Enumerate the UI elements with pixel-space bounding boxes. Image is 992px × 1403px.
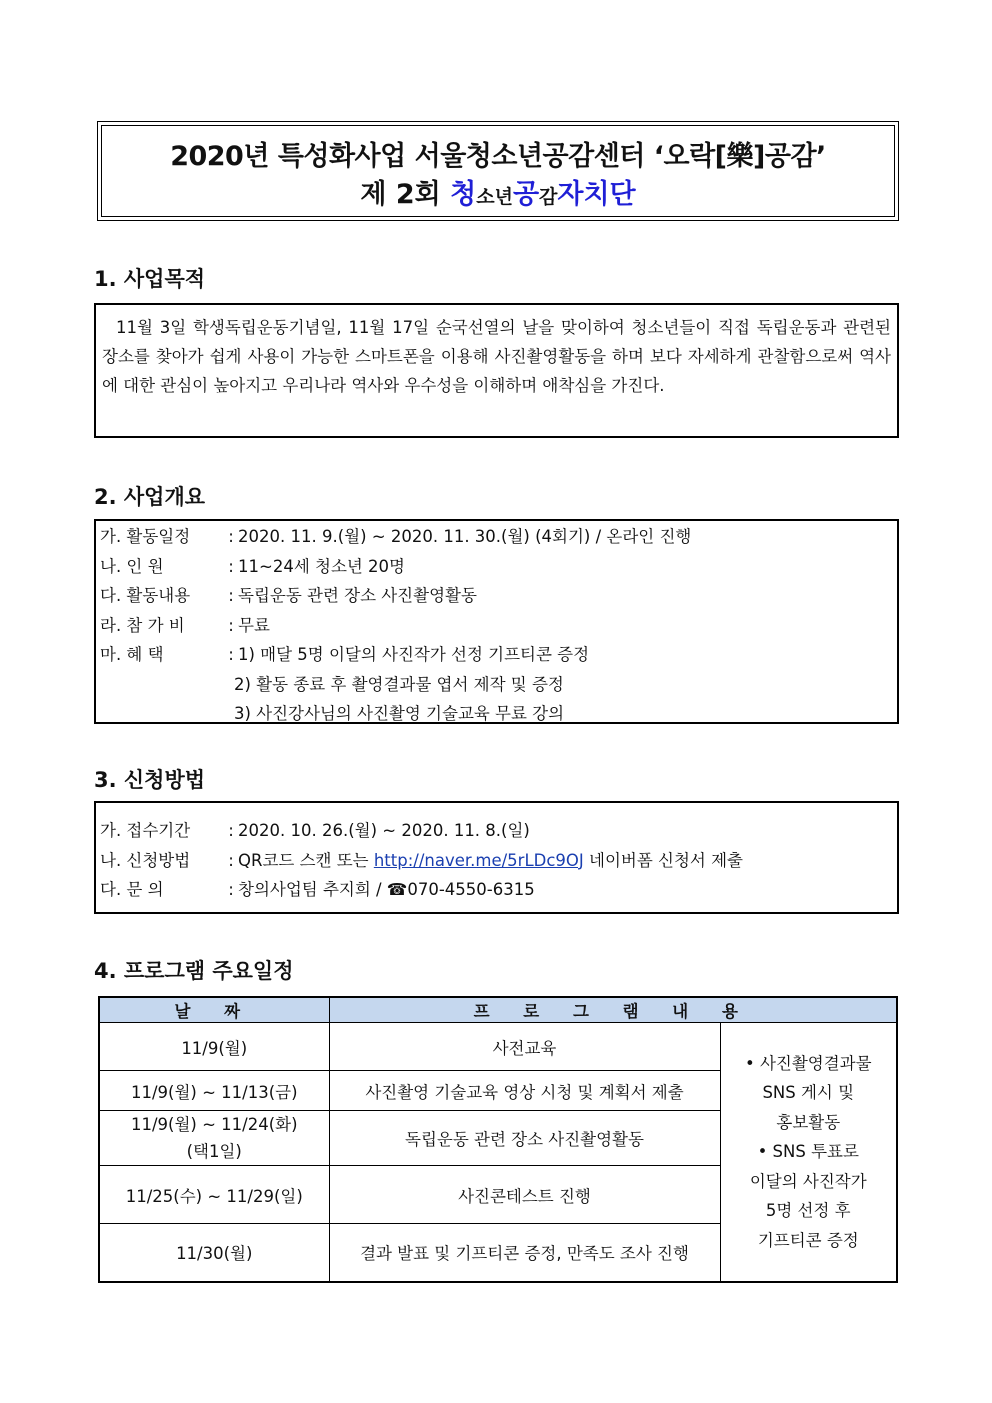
note-line: 5명 선정 후	[765, 1201, 851, 1220]
apply-label: 다. 문 의	[100, 880, 164, 899]
schedule-program: 결과 발표 및 기프티콘 증정, 만족도 조사 진행	[329, 1224, 720, 1282]
title-box	[97, 121, 899, 221]
apply-row-contact: 다. 문 의 : 창의사업팀 추지희 / ☎070-4550-6315	[100, 875, 893, 905]
apply-row-period: 가. 접수기간 : 2020. 10. 26.(월) ~ 2020. 11. 8.(일)	[100, 816, 893, 846]
section1-heading: 1. 사업목적	[94, 267, 206, 291]
overview-row-schedule: 가. 활동일정 : 2020. 11. 9.(월) ~ 2020. 11. 30.(월) (4회기) / 온라인 진행	[100, 522, 893, 552]
note-line: 이달의 사진작가	[749, 1171, 867, 1191]
overview-label: 마. 혜 택	[100, 645, 164, 664]
title-part-2: 소년	[476, 186, 513, 208]
overview-value: 독립운동 관련 장소 사진촬영활동	[238, 586, 477, 605]
schedule-program: 사진촬영 기술교육 영상 시청 및 계획서 제출	[329, 1071, 720, 1111]
overview-value: 1) 매달 5명 이달의 사진작가 선정 기프티콘 증정	[238, 645, 590, 664]
schedule-program: 사진콘테스트 진행	[329, 1166, 720, 1224]
overview-benefit-3: 3) 사진강사님의 사진촬영 기술교육 무료 강의	[234, 704, 565, 723]
note-line: • 사진촬영결과물	[744, 1053, 872, 1073]
overview-value: 11~24세 청소년 20명	[238, 556, 405, 576]
note-line: SNS 게시 및	[762, 1083, 855, 1102]
overview-row-content: 다. 활동내용 : 독립운동 관련 장소 사진촬영활동	[100, 581, 893, 611]
apply-form-link[interactable]: http://naver.me/5rLDc9OJ	[373, 850, 584, 870]
overview-box	[94, 519, 899, 724]
title-part-5: 자치단	[557, 179, 636, 210]
overview-value: 무료	[238, 615, 270, 635]
title-part-1: 청	[450, 179, 477, 210]
table-row	[99, 1023, 897, 1071]
schedule-header-program: 프 로 그 램 내 용	[329, 997, 897, 1023]
overview-row-people: 나. 인 원 : 11~24세 청소년 20명	[100, 552, 893, 582]
overview-value: 2020. 11. 9.(월) ~ 2020. 11. 30.(월) (4회기) / 온라인 진행	[238, 527, 692, 546]
overview-label: 나. 인 원	[100, 556, 164, 576]
schedule-header-date: 날 짜	[99, 997, 329, 1023]
title-part-4: 감	[539, 186, 558, 208]
overview-label: 다. 활동내용	[100, 586, 191, 605]
overview-label: 가. 활동일정	[100, 527, 191, 546]
apply-value: 창의사업팀 추지희 / ☎070-4550-6315	[238, 880, 535, 899]
section2-heading: 2. 사업개요	[94, 485, 206, 509]
title-part-3: 공	[512, 179, 540, 210]
schedule-date: 11/25(수) ~ 11/29(일)	[99, 1166, 329, 1224]
section4-heading: 4. 프로그램 주요일정	[94, 959, 294, 983]
note-line: 기프티콘 증정	[757, 1230, 859, 1250]
title-line2	[98, 172, 898, 211]
schedule-date: 11/30(월)	[99, 1224, 329, 1282]
apply-method-suffix: 네이버폼 신청서 제출	[583, 850, 743, 870]
schedule-date: 11/9(월)	[99, 1023, 329, 1071]
purpose-text: 11월 3일 학생독립운동기념일, 11월 17일 순국선열의 날을 맞이하여 청소년들이 직접 독립운동과 관련된 장소를 찾아가 쉽게 사용이 가능한 스마트폰을 이용해 사진촬영활동을 하며 보다 자세하게 관찰함으로써 역사에 대한 관심이 높아지고 우리나라 역사와 우수성을 이해하며 애착심을 가진다.	[102, 318, 891, 395]
overview-row-fee: 라. 참 가 비 : 무료	[100, 611, 893, 641]
note-line: • SNS 투표로	[757, 1142, 859, 1161]
schedule-date: 11/9(월) ~ 11/13(금)	[99, 1071, 329, 1111]
title-prefix: 제 2회	[360, 179, 451, 210]
apply-label: 가. 접수기간	[100, 821, 191, 840]
apply-label: 나. 신청방법	[100, 850, 191, 870]
purpose-box	[94, 303, 899, 438]
apply-value: 2020. 10. 26.(월) ~ 2020. 11. 8.(일)	[238, 821, 530, 840]
title-line1: 2020년 특성화사업 서울청소년공감센터 ‘오락[樂]공감’	[170, 141, 826, 172]
schedule-program: 독립운동 관련 장소 사진촬영활동	[329, 1111, 720, 1166]
overview-label: 라. 참 가 비	[100, 615, 185, 635]
schedule-date-note: (택1일)	[186, 1142, 242, 1161]
schedule-note	[720, 1023, 897, 1282]
apply-box	[94, 801, 899, 914]
section3-heading: 3. 신청방법	[94, 768, 206, 792]
overview-row-benefits: 마. 혜 택 : 1) 매달 5명 이달의 사진작가 선정 기프티콘 증정	[100, 640, 893, 670]
schedule-date: 11/9(월) ~ 11/24(화)	[130, 1115, 298, 1134]
schedule-date-cell	[99, 1111, 329, 1166]
overview-benefit-2: 2) 활동 종료 후 촬영결과물 엽서 제작 및 증정	[234, 674, 564, 694]
schedule-program: 사전교육	[329, 1023, 720, 1071]
apply-method-prefix: QR코드 스캔 또는	[238, 850, 374, 870]
note-line: 홍보활동	[776, 1112, 841, 1132]
schedule-table	[98, 996, 898, 1283]
apply-row-method: 나. 신청방법 : QR코드 스캔 또는 http://naver.me/5rLDc9OJ 네이버폼 신청서 제출	[100, 846, 893, 876]
